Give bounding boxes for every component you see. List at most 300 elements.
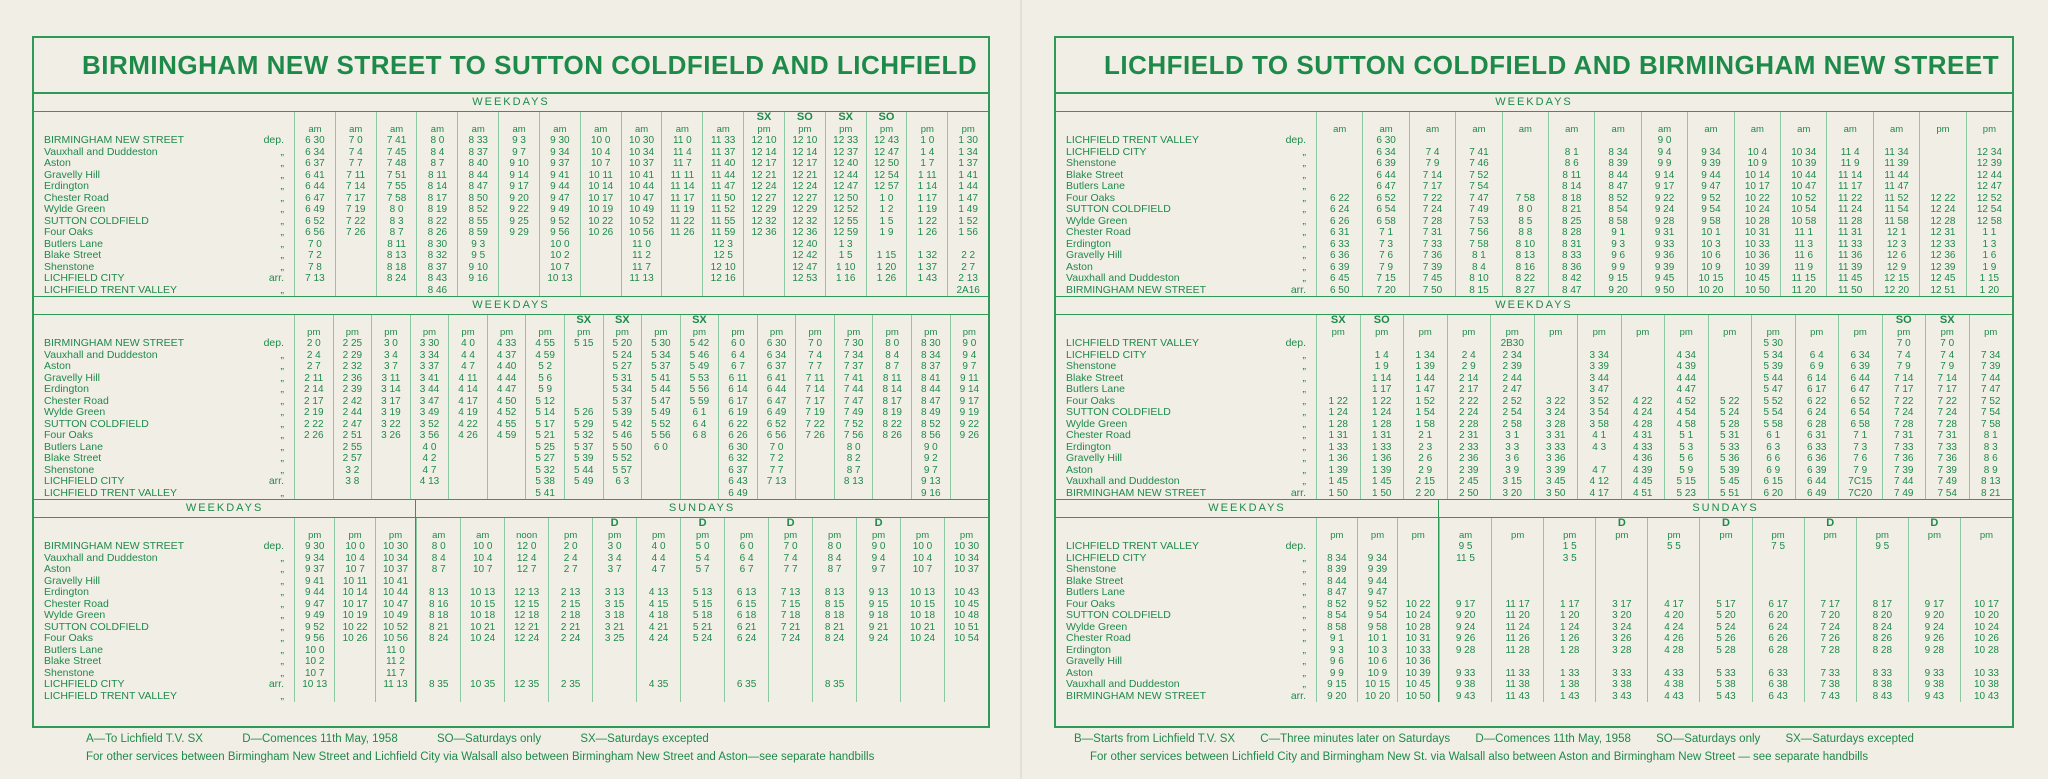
station-suffix: „: [1302, 552, 1306, 564]
station-suffix: „: [280, 361, 284, 372]
train-column: [1455, 112, 1501, 296]
time-cell: 1 5: [1562, 541, 1577, 552]
time-cell: 4 40: [496, 361, 517, 372]
time-cell: 10 0: [345, 541, 365, 552]
time-cell: 7 4: [348, 146, 363, 158]
time-cell: 6 36: [1329, 250, 1350, 261]
time-cell: 10 4: [345, 552, 365, 564]
time-cell: 6 44: [1807, 476, 1827, 487]
time-cell: 2 14: [1459, 372, 1479, 384]
time-unit: pm: [1982, 123, 1996, 135]
time-cell: 10 54: [953, 633, 980, 644]
time-cell: 10 30: [953, 541, 980, 552]
time-cell: 4 13: [648, 587, 669, 598]
time-cell: 3 44: [419, 384, 440, 395]
time-cell: 10 15: [470, 598, 496, 610]
time-cell: [1492, 587, 1543, 599]
time-cell: 3 36: [1546, 453, 1566, 464]
time-cell: 9 22: [509, 204, 529, 215]
time-cell: 11 34: [1884, 146, 1909, 158]
time-cell: 3 4: [607, 552, 622, 564]
time-cell: 12 3: [713, 238, 733, 250]
train-column: [1534, 315, 1578, 499]
time-cell: 8 14: [1562, 181, 1582, 192]
station-row: [44, 396, 294, 408]
time-cell: 1 45: [1372, 476, 1392, 487]
time-cell: 3 8: [345, 476, 360, 487]
time-cell: 12 1: [1886, 227, 1907, 238]
time-cell: 2 2: [961, 250, 976, 261]
train-restriction: [1753, 518, 1804, 530]
time-cell: 9 26: [1924, 633, 1945, 644]
time-cell: 10 47: [383, 598, 409, 610]
time-cell: 3 34: [1589, 349, 1609, 361]
time-cell: 8 56: [921, 430, 941, 441]
time-cell: [1549, 135, 1594, 147]
time-cell: [1361, 338, 1404, 350]
station-row: [44, 262, 294, 274]
time-cell: 6 26: [1768, 633, 1788, 644]
time-cell: [1596, 587, 1647, 599]
time-cell: 6 30: [766, 338, 787, 349]
time-cell: 10 22: [588, 215, 614, 227]
time-cell: 6 0: [653, 441, 668, 453]
time-cell: 1 41: [958, 169, 978, 181]
time-cell: [901, 576, 944, 588]
station-row: [1066, 622, 1316, 634]
time-cell: 7 22: [805, 418, 825, 430]
train-restriction: SX: [1330, 315, 1346, 326]
time-cell: 4 33: [1664, 667, 1684, 679]
station-name: Aston: [1066, 667, 1093, 679]
time-cell: [948, 239, 988, 251]
train-restriction: [372, 315, 410, 327]
time-cell: 6 24: [736, 633, 757, 644]
time-cell: 8 19: [882, 407, 902, 418]
time-cell: 12 40: [792, 238, 818, 250]
time-cell: [951, 442, 989, 454]
station-row: [1066, 239, 1316, 251]
time-cell: 5 9: [538, 384, 553, 395]
train-restriction: [1967, 112, 2012, 124]
time-cell: 2 22: [304, 418, 324, 430]
time-cell: 5 52: [1763, 395, 1783, 407]
time-cell: 2 9: [1461, 361, 1476, 372]
time-cell: 11 50: [711, 192, 736, 204]
time-cell: 12 3: [1886, 238, 1907, 250]
time-cell: [604, 488, 642, 500]
train-restriction: [1544, 518, 1595, 530]
time-cell: 5 53: [689, 372, 710, 384]
time-cell: 9 17: [959, 395, 980, 407]
time-cell: 12 15: [1884, 273, 1910, 284]
time-cell: 9 36: [1654, 250, 1675, 261]
weekday-block-2: [1056, 315, 2012, 499]
time-cell: 6 39: [1376, 158, 1396, 169]
time-cell: 6 47: [305, 192, 325, 204]
station-suffix: „: [280, 261, 284, 273]
time-unit: pm: [608, 529, 622, 541]
train-restriction: [1781, 112, 1826, 124]
station-column: [34, 315, 294, 499]
train-columns: [1316, 315, 2012, 499]
station-suffix: „: [1302, 227, 1306, 238]
train-restriction: [1440, 518, 1491, 530]
time-cell: 8 17: [1872, 598, 1893, 610]
time-cell: 12 35: [514, 679, 540, 690]
time-cell: 7 9: [1896, 361, 1911, 372]
time-cell: 3 54: [1589, 407, 1609, 418]
time-unit: pm: [739, 529, 754, 541]
time-unit: pm: [461, 326, 475, 338]
time-cell: 5 26: [573, 407, 594, 418]
footnotes-right: [1074, 733, 1914, 745]
time-cell: 9 43: [1924, 690, 1945, 702]
time-cell: 2 13: [560, 587, 581, 598]
time-cell: 6 30: [728, 441, 748, 453]
time-cell: 8 9: [1983, 464, 1998, 476]
time-cell: 7C20: [1848, 487, 1873, 499]
time-unit: pm: [1549, 326, 1563, 338]
time-cell: 3 24: [1546, 407, 1566, 418]
train-restriction: [1874, 112, 1919, 124]
time-cell: 3 24: [1612, 621, 1632, 633]
station-suffix: „: [1302, 667, 1306, 679]
time-cell: [1535, 350, 1578, 362]
time-cell: 5 39: [612, 407, 633, 418]
train-column: [580, 112, 621, 296]
train-restriction: [1317, 518, 1357, 530]
time-cell: 6 37: [728, 464, 748, 476]
time-cell: 6 50: [1329, 284, 1350, 296]
station-name: Four Oaks: [44, 430, 94, 441]
time-cell: 5 13: [692, 587, 713, 598]
station-row: [44, 679, 294, 691]
time-cell: 1 6: [1982, 250, 1997, 261]
train-restriction: SX: [838, 112, 854, 123]
station-row: [1066, 273, 1316, 285]
train-restriction: SO: [1895, 315, 1912, 326]
time-cell: 7 1: [1853, 430, 1868, 441]
time-cell: 8 22: [1515, 273, 1536, 284]
time-cell: 1 17: [917, 192, 938, 204]
station-row: [44, 419, 294, 431]
station-name: Butlers Lane: [44, 441, 103, 453]
train-restriction: SX: [614, 315, 630, 326]
time-cell: 11 0: [673, 135, 692, 146]
time-cell: 9 56: [550, 227, 570, 238]
time-cell: 8 15: [1469, 284, 1489, 296]
time-cell: 9 1: [1329, 633, 1344, 644]
time-cell: 9 20: [1608, 284, 1628, 296]
time-cell: [377, 285, 417, 297]
time-cell: 12 18: [514, 610, 540, 621]
time-cell: 12 40: [833, 158, 859, 169]
station-row: [44, 227, 294, 239]
time-cell: 7 9: [1379, 261, 1394, 273]
train-column: [603, 315, 642, 499]
station-row: [44, 541, 294, 553]
time-cell: 5 15: [573, 338, 594, 349]
time-cell: [1398, 553, 1438, 565]
time-cell: 6 58: [1850, 418, 1870, 430]
time-cell: 6 0: [731, 338, 745, 349]
station-suffix: „: [1302, 464, 1306, 476]
time-cell: 6 43: [728, 476, 748, 487]
time-cell: 7 17: [1820, 598, 1840, 610]
time-cell: [1753, 656, 1804, 668]
time-unit: am: [1379, 123, 1393, 135]
time-unit: pm: [1875, 529, 1889, 541]
time-cell: [796, 442, 834, 454]
station-suffix: arr.: [268, 679, 284, 690]
time-cell: [295, 488, 333, 500]
time-cell: 11 2: [632, 250, 651, 261]
time-cell: 1 17: [1560, 598, 1580, 610]
time-cell: 7 53: [1469, 215, 1489, 227]
time-cell: [945, 679, 988, 691]
time-cell: 5 47: [651, 395, 671, 407]
train-restriction: [1796, 315, 1839, 327]
time-cell: 5 45: [1720, 476, 1740, 487]
time-cell: 12 59: [833, 227, 859, 238]
time-cell: 1 54: [1415, 407, 1435, 418]
station-row: [44, 216, 294, 228]
time-cell: 10 38: [1973, 679, 1999, 690]
time-unit: pm: [1766, 326, 1780, 338]
time-cell: 5 31: [612, 372, 633, 384]
time-cell: 6 33: [1329, 238, 1350, 250]
train-restriction: [1549, 112, 1594, 124]
time-cell: 1 5: [838, 250, 853, 261]
time-cell: 8 21: [1981, 487, 2001, 499]
time-cell: 5 33: [1716, 667, 1736, 679]
time-cell: 10 4: [1747, 146, 1768, 158]
time-cell: 12 51: [1930, 284, 1956, 296]
time-cell: 7 34: [1981, 349, 2001, 361]
time-cell: [1358, 541, 1398, 553]
time-cell: [549, 576, 592, 588]
time-unit: am: [471, 123, 485, 135]
time-cell: 8 30: [427, 238, 448, 250]
time-cell: 5 41: [535, 487, 555, 499]
time-cell: 12 17: [792, 158, 818, 169]
time-cell: 12 21: [792, 169, 818, 181]
time-cell: 6 17: [728, 395, 748, 407]
time-cell: 1 15: [876, 250, 897, 261]
time-cell: 5 24: [692, 633, 713, 644]
time-cell: 12 32: [751, 215, 777, 227]
time-cell: 2 14: [304, 384, 324, 395]
station-row: [1066, 384, 1316, 396]
station-name: Wylde Green: [1066, 418, 1128, 430]
time-cell: 9 34: [1367, 552, 1388, 564]
time-cell: 4 31: [1633, 430, 1653, 441]
time-cell: 1 10: [835, 261, 856, 273]
time-cell: 2 54: [1502, 407, 1522, 418]
time-cell: [295, 691, 334, 703]
time-cell: 6 4: [692, 418, 707, 430]
time-cell: 11 26: [1505, 633, 1530, 644]
time-cell: 10 7: [912, 564, 933, 575]
time-cell: 6 19: [728, 407, 748, 418]
time-cell: 11 0: [386, 644, 405, 656]
time-cell: 10 17: [1973, 598, 1999, 610]
time-unit: pm: [1411, 529, 1425, 541]
train-column: [1908, 518, 1960, 702]
sunday-block: [1439, 518, 2012, 702]
time-unit: pm: [1511, 529, 1525, 541]
station-row: [44, 193, 294, 205]
time-cell: 8 1: [1564, 146, 1579, 158]
time-unit: am: [1704, 123, 1718, 135]
time-cell: [1544, 564, 1595, 576]
time-cell: 6 52: [1850, 395, 1870, 407]
station-name: Wylde Green: [44, 204, 106, 215]
time-cell: 7 21: [780, 621, 801, 633]
time-cell: 10 35: [470, 679, 496, 690]
station-row: [44, 622, 294, 634]
time-cell: [1805, 564, 1856, 576]
time-cell: 8 13: [824, 587, 845, 598]
station-name: BIRMINGHAM NEW STREET: [44, 541, 185, 552]
time-cell: 12 7: [516, 564, 537, 575]
time-cell: [1857, 656, 1908, 668]
time-cell: 6 30: [1376, 135, 1396, 146]
time-unit: pm: [1592, 326, 1606, 338]
time-cell: 11 39: [1884, 158, 1909, 169]
time-cell: 8 6: [1564, 158, 1579, 169]
time-cell: 10 20: [1364, 690, 1391, 702]
time-cell: 9 50: [1654, 284, 1675, 296]
train-restriction: [377, 112, 417, 124]
time-cell: [1544, 576, 1595, 588]
time-cell: 9 5: [471, 250, 486, 261]
time-cell: 10 31: [1744, 227, 1770, 238]
time-cell: 8 7: [827, 564, 842, 575]
time-cell: 11 20: [1791, 284, 1816, 296]
station-suffix: „: [1302, 441, 1306, 453]
weekday-block-1: [1056, 112, 2012, 296]
time-cell: 8 3: [389, 215, 404, 227]
time-cell: 7 22: [1422, 192, 1443, 204]
time-cell: 3 58: [1589, 418, 1609, 430]
time-cell: 10 28: [1744, 215, 1770, 227]
train-restriction: [1317, 112, 1362, 124]
train-column: [457, 112, 498, 296]
time-cell: 3 9: [1505, 464, 1520, 476]
station-suffix: „: [1302, 261, 1306, 273]
time-cell: 6 52: [1376, 192, 1396, 204]
time-cell: 5 24: [612, 349, 633, 361]
time-cell: 9 47: [1701, 181, 1721, 192]
time-cell: [1961, 576, 2012, 588]
time-cell: 7 33: [1937, 441, 1957, 453]
time-cell: 12 45: [1930, 273, 1956, 284]
time-cell: [499, 262, 539, 274]
time-cell: 6 56: [305, 227, 325, 238]
station-name: Four Oaks: [44, 633, 94, 644]
time-cell: 7 43: [1820, 690, 1840, 702]
time-cell: 8 0: [846, 441, 861, 453]
station-row: [44, 135, 294, 147]
time-cell: [1805, 576, 1856, 588]
time-cell: 12 15: [514, 598, 540, 610]
time-cell: [334, 488, 372, 500]
station-name: SUTTON COLDFIELD: [1066, 610, 1171, 621]
train-column: [1409, 112, 1455, 296]
train-column: [1780, 112, 1826, 296]
time-cell: [662, 273, 702, 285]
time-cell: [372, 476, 410, 488]
time-cell: 7 56: [843, 430, 864, 441]
station-name: Butlers Lane: [44, 238, 103, 250]
time-cell: 8 7: [389, 227, 404, 238]
station-row: [44, 453, 294, 465]
time-cell: 9 6: [1611, 250, 1626, 261]
time-cell: 9 7: [962, 361, 977, 372]
time-cell: [565, 361, 603, 373]
time-cell: 5 37: [573, 441, 594, 453]
time-cell: 1 32: [917, 250, 938, 261]
time-cell: [565, 396, 603, 408]
time-cell: 7 0: [769, 441, 784, 453]
time-cell: 10 37: [629, 158, 655, 169]
time-cell: 4 7: [651, 564, 666, 575]
time-cell: [744, 250, 784, 262]
time-cell: [1535, 373, 1578, 385]
time-cell: 10 43: [953, 587, 980, 598]
time-cell: 9 47: [1367, 587, 1388, 598]
station-name: Gravelly Hill: [44, 372, 101, 384]
time-cell: 6 47: [766, 395, 787, 407]
time-unit: pm: [757, 123, 771, 135]
time-cell: 8 0: [389, 204, 404, 215]
station-name: Shenstone: [1066, 564, 1117, 575]
time-cell: [1857, 587, 1908, 599]
time-cell: 9 39: [1701, 158, 1721, 169]
time-cell: 7 34: [843, 349, 864, 361]
time-cell: [857, 691, 900, 703]
station-row: [1066, 396, 1316, 408]
train-restriction: SO: [878, 112, 895, 123]
time-cell: 12 36: [751, 227, 777, 238]
time-cell: [835, 488, 873, 500]
time-cell: [1648, 587, 1699, 599]
train-column: [825, 112, 866, 296]
time-cell: 10 17: [1744, 181, 1770, 192]
station-suffix: „: [280, 430, 284, 441]
time-cell: [681, 691, 724, 703]
time-cell: [505, 691, 548, 703]
time-cell: [1961, 587, 2012, 599]
time-unit: am: [1611, 123, 1625, 135]
time-cell: 1 26: [1560, 633, 1580, 644]
time-cell: 10 31: [1405, 633, 1431, 644]
time-cell: 1 4: [920, 146, 935, 158]
time-cell: 8 18: [1562, 192, 1582, 204]
time-unit: pm: [885, 326, 899, 338]
time-cell: [725, 645, 768, 657]
time-cell: 1 33: [1372, 441, 1392, 453]
time-cell: [1909, 576, 1960, 588]
time-cell: [1535, 338, 1578, 350]
train-restriction: D: [1826, 518, 1835, 529]
time-cell: 12 24: [792, 181, 818, 192]
time-unit: am: [634, 123, 649, 135]
time-cell: [1920, 158, 1965, 170]
time-cell: 9 33: [1455, 667, 1476, 679]
